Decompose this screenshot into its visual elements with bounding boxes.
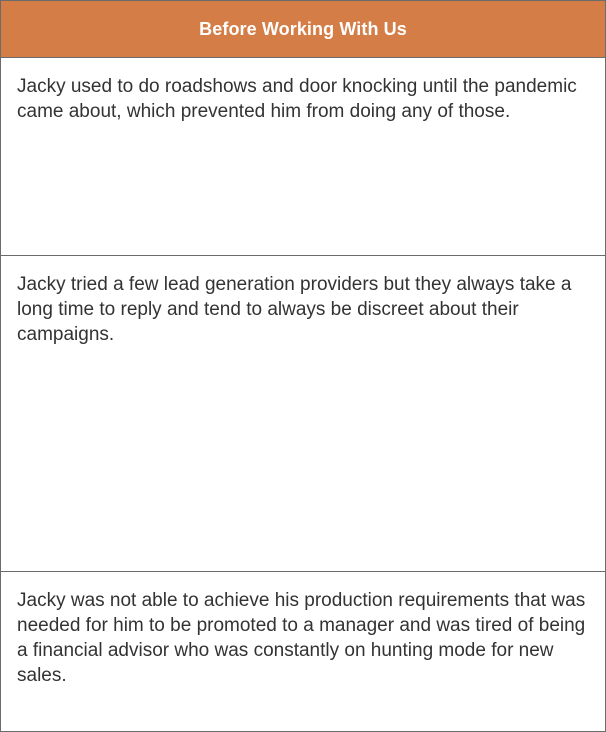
row-text: Jacky tried a few lead generation providers but they always take a long time to reply and tend to always be discreet about their campaigns. (17, 274, 572, 345)
row-text: Jacky used to do roadshows and door knocking until the pandemic came about, which prevented him from doing any of those. (17, 76, 577, 122)
table-row (1, 256, 605, 572)
row-text: Jacky was not able to achieve his production requirements that was needed for him to be promoted to a manager and was tired of being a financial advisor who was constantly on hunting mode for new sales. (17, 590, 586, 686)
table-header-title: Before Working With Us (199, 18, 407, 39)
table-header (1, 0, 605, 58)
table-row (1, 572, 605, 732)
table-row (1, 58, 605, 256)
